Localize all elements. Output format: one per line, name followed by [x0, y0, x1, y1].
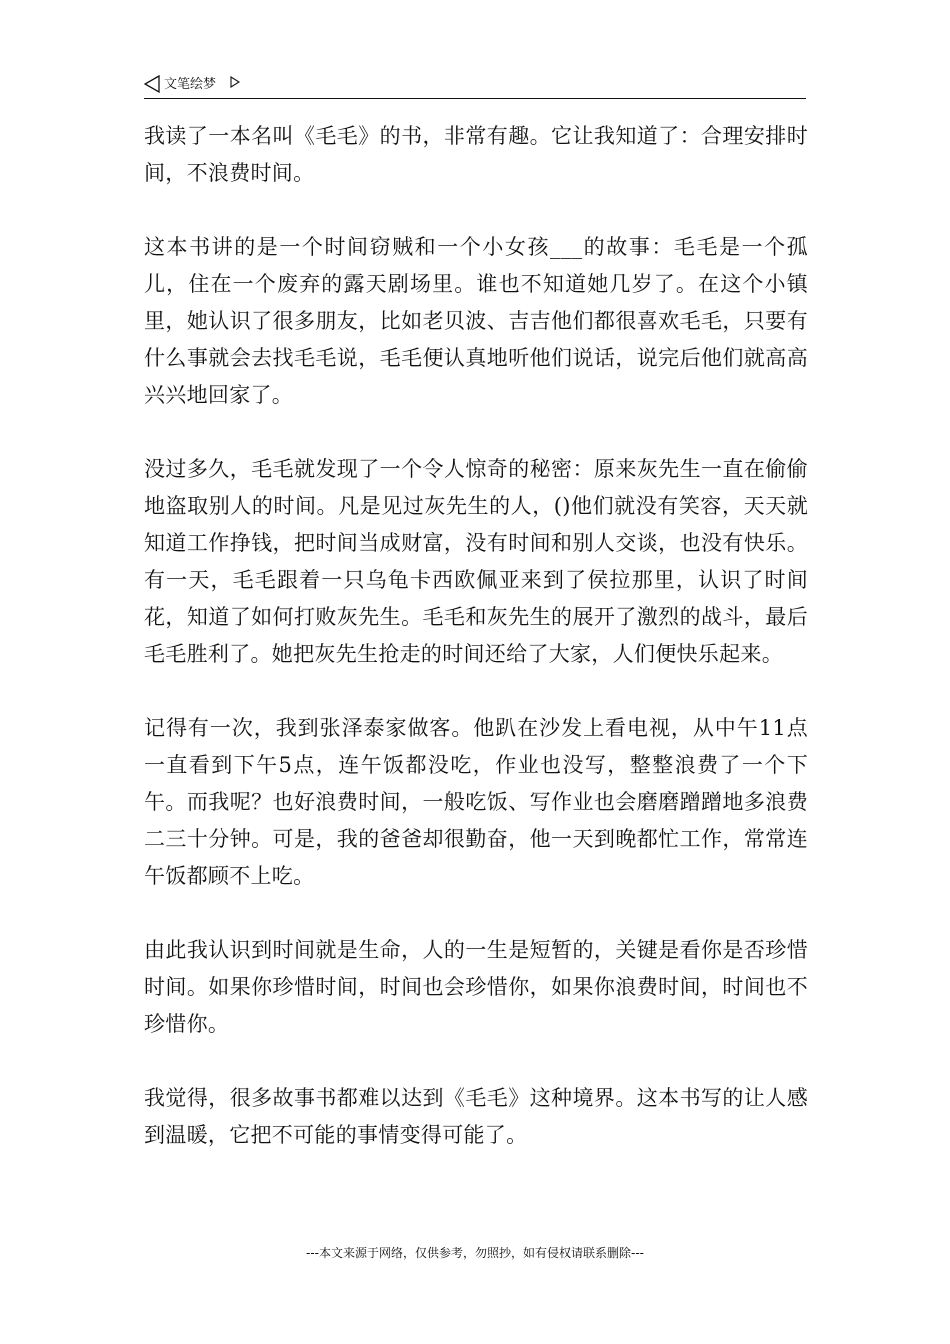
paragraph: 这本书讲的是一个时间窃贼和一个小女孩___的故事：毛毛是一个孤儿，住在一个废弃的露天剧场里。谁也不知道她几岁了。在这个小镇里，她认识了很多朋友，比如老贝波、吉吉他们都很喜欢毛毛，只要有什么事就会去找毛毛说，毛毛便认真地听他们说话，说完后他们就高高兴兴地回家了。	[144, 235, 808, 407]
triangle-right-icon	[230, 76, 240, 88]
article-body	[144, 118, 808, 1191]
paragraph: 我觉得，很多故事书都难以达到《毛毛》这种境界。这本书写的让人感到温暖，它把不可能的事情变得可能了。	[144, 1086, 808, 1147]
paragraph: 没过多久，毛毛就发现了一个令人惊奇的秘密：原来灰先生一直在偷偷地盗取别人的时间。凡是见过灰先生的人，()他们就没有笑容，天天就知道工作挣钱，把时间当成财富，没有时间和别人交谈，也没有快乐。有一天，毛毛跟着一只乌龟卡西欧佩亚来到了侯拉那里，认识了时间花，知道了如何打败灰先生。毛毛和灰先生的展开了激烈的战斗，最后毛毛胜利了。她把灰先生抢走的时间还给了大家，人们便快乐起来。	[144, 457, 808, 666]
triangle-left-icon	[144, 75, 160, 93]
header-title: 文笔绘梦	[164, 77, 217, 92]
paragraph: 我读了一本名叫《毛毛》的书，非常有趣。它让我知道了：合理安排时间，不浪费时间。	[144, 124, 808, 185]
paragraph: 由此我认识到时间就是生命，人的一生是短暂的，关键是看你是否珍惜时间。如果你珍惜时间，时间也会珍惜你，如果你浪费时间，时间也不珍惜你。	[144, 938, 808, 1036]
footer-disclaimer: ---本文来源于网络，仅供参考，勿照抄，如有侵权请联系删除---	[306, 1246, 644, 1260]
page-header	[144, 72, 806, 99]
paragraph: 记得有一次，我到张泽泰家做客。他趴在沙发上看电视，从中午11点一直看到下午5点，连午饭都没吃，作业也没写，整整浪费了一个下午。而我呢？也好浪费时间，一般吃饭、写作业也会磨磨蹭蹭地多浪费二三十分钟。可是，我的爸爸却很勤奋，他一天到晚都忙工作，常常连午饭都顾不上吃。	[144, 716, 808, 888]
